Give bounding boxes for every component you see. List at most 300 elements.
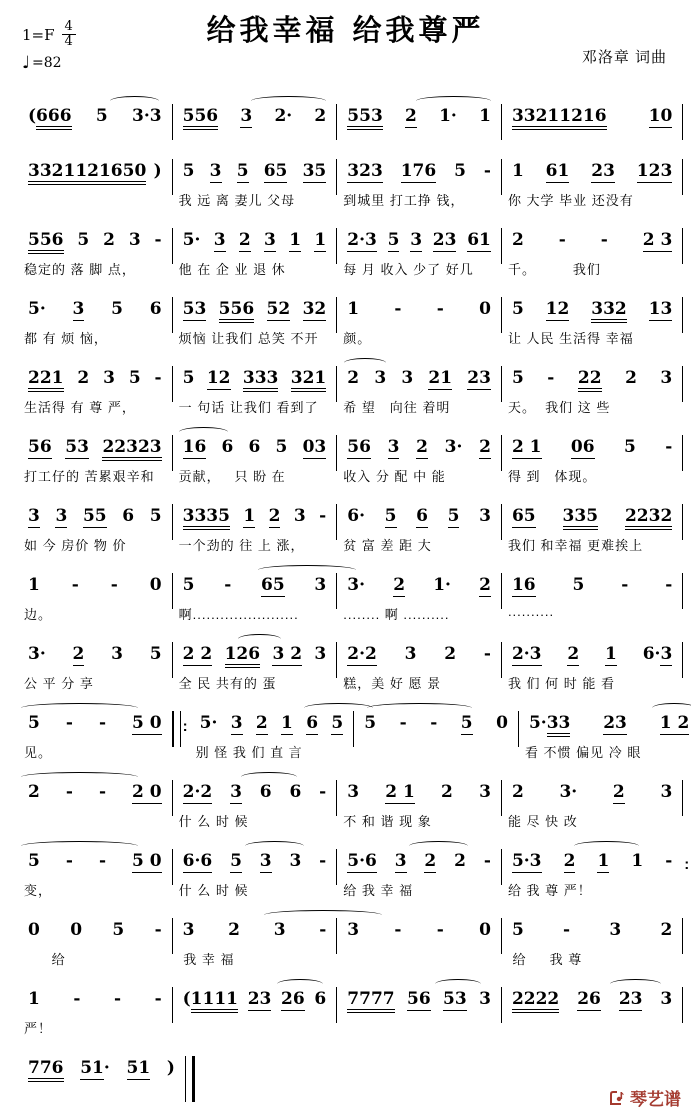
note-token: - — [319, 506, 327, 526]
single-underline-group: 2 — [567, 644, 580, 664]
note-token: - — [319, 782, 327, 802]
notes-row — [173, 989, 337, 1013]
note-token: 2 — [625, 368, 637, 388]
note-token — [613, 782, 625, 802]
slur-arc — [251, 96, 326, 106]
note-token — [660, 713, 690, 733]
lyric-row: 糕，美 好 愿 景 — [343, 676, 442, 691]
note-token: - — [430, 713, 438, 733]
note-token: - — [110, 575, 118, 595]
note-token: 5 — [182, 161, 195, 181]
lyric-row — [18, 811, 172, 830]
notes-row — [502, 230, 682, 254]
notes-row — [337, 230, 501, 254]
measure — [502, 632, 682, 692]
single-underline-group: 1 — [289, 230, 302, 250]
single-underline-group: 3 — [259, 851, 272, 871]
notes-row — [18, 299, 172, 323]
single-underline-group: 3 — [394, 851, 407, 871]
notes-row — [173, 575, 337, 599]
note-token — [65, 437, 89, 457]
single-underline-group: 2 — [416, 437, 428, 457]
measure — [337, 218, 501, 278]
note-token — [314, 230, 326, 250]
note-token: - — [665, 851, 673, 871]
note-token: 6 — [221, 437, 234, 457]
lyric-row: 别 怪 我 们 直 言 — [195, 745, 303, 760]
single-underline-group: 123 — [636, 161, 673, 181]
single-underline-group: 2 — [405, 106, 417, 126]
note-token: - — [547, 368, 555, 388]
music-system-6 — [18, 425, 686, 485]
double-underline-group: 3321121650 — [28, 161, 146, 185]
lyric-row: 不 和 谐 现 象 — [343, 814, 432, 829]
note-token — [479, 575, 491, 595]
lyric-row: 我们 和幸福 更难挨上 — [507, 538, 644, 553]
notes-row — [173, 161, 337, 185]
note-token: - — [399, 713, 407, 733]
notes-row — [502, 368, 682, 392]
slur-arc — [21, 841, 138, 851]
note-token: - — [621, 575, 629, 595]
lyric-row: 贡献， 只 盼 在 — [178, 469, 286, 484]
single-underline-group: 56 — [347, 437, 371, 457]
lyric-row — [337, 1018, 501, 1037]
single-underline-group: 35 — [302, 161, 327, 181]
notes-row — [18, 161, 172, 185]
music-system-7 — [18, 494, 686, 554]
single-underline-group: 5 — [447, 506, 460, 526]
note-token — [395, 851, 407, 871]
single-underline-group: 3 — [230, 782, 242, 802]
measure — [18, 287, 172, 347]
note-token — [132, 851, 162, 871]
quarter-note-icon: ♩ — [22, 52, 31, 73]
measure — [173, 149, 337, 209]
note-token — [183, 782, 213, 802]
barline — [682, 104, 683, 140]
lyric-row: 如 今 房价 物 价 — [24, 538, 127, 553]
lyric-row: .......... — [507, 604, 555, 619]
note-token — [231, 713, 243, 733]
measure — [502, 356, 682, 416]
brand-name: 琴艺谱 — [630, 1090, 681, 1110]
note-token: 1 — [28, 989, 40, 1009]
note-token: 5 — [28, 713, 40, 733]
note-token — [591, 299, 627, 319]
barline — [682, 159, 683, 195]
note-token — [467, 230, 491, 250]
note-token — [512, 106, 607, 126]
notes-row — [190, 713, 354, 737]
lyric-row — [354, 742, 518, 761]
single-underline-group: 2 2 — [182, 644, 213, 664]
note-token — [183, 437, 207, 457]
note-token: - — [65, 782, 73, 802]
measure — [173, 977, 337, 1037]
notes-row — [18, 368, 172, 392]
lyric-row: 什 么 时 候 — [178, 814, 249, 829]
note-token: 5 — [511, 299, 524, 319]
note-token — [210, 161, 222, 181]
single-underline-group: 16 — [511, 575, 536, 595]
measure — [18, 1046, 185, 1102]
lyric-row: 都 有 烦 恼， — [24, 331, 108, 346]
single-underline-group: 51 — [126, 1058, 151, 1078]
lyric-row: 给 — [24, 952, 66, 967]
note-token: 2 — [441, 782, 453, 802]
notes-row — [502, 920, 682, 944]
note-token: 3 — [609, 920, 622, 940]
note-token — [643, 230, 673, 250]
note-token — [28, 506, 40, 526]
note-token — [410, 230, 422, 250]
note-token: 2 — [28, 782, 40, 802]
notes-row — [173, 230, 337, 254]
single-underline-group: 23 — [591, 161, 615, 181]
measure — [337, 149, 501, 209]
single-underline-group: 16 — [182, 437, 207, 457]
notes-row — [18, 644, 172, 668]
double-underline-group: 335 — [563, 506, 599, 530]
note-token — [291, 368, 327, 388]
music-system-12 — [18, 839, 686, 899]
measure — [502, 149, 682, 209]
note-token: 3 — [374, 368, 387, 388]
single-underline-group: 61 — [467, 230, 491, 250]
note-token — [28, 161, 146, 181]
note-token: 5 — [28, 851, 40, 871]
single-underline-group: 10 — [648, 106, 673, 126]
composer-credit: 邓洛章 词曲 — [581, 49, 667, 66]
measure — [502, 563, 682, 623]
single-underline-group: 5 0 — [132, 713, 162, 733]
measure — [337, 94, 501, 140]
note-token: 1· — [439, 106, 457, 126]
single-underline-group: 5 — [230, 851, 242, 871]
measure — [18, 356, 172, 416]
note-token — [73, 299, 85, 319]
single-underline-group: 323 — [347, 161, 383, 181]
notes-row — [18, 713, 172, 737]
slur-arc — [367, 703, 472, 713]
lyric-row: 得 到 体现。 — [507, 469, 597, 484]
note-token: 51· — [80, 1058, 110, 1078]
note-token: ) — [166, 1058, 175, 1078]
note-token: 6 — [149, 299, 162, 319]
note-token — [219, 299, 255, 319]
single-underline-group: 13 — [648, 299, 673, 319]
measure — [337, 839, 501, 899]
brand-logo-icon — [607, 1088, 627, 1108]
lyric-row: 给 我 尊 严！ — [507, 883, 592, 898]
single-underline-group: 1 — [243, 506, 256, 526]
single-underline-group: 5 — [331, 713, 344, 733]
note-token: 5 — [275, 437, 288, 457]
notes-row — [337, 437, 501, 461]
double-underline-group: 556 — [219, 299, 255, 323]
note-token: 2 — [511, 782, 524, 802]
note-token: 2 — [347, 368, 360, 388]
single-underline-group: 5 — [236, 161, 249, 181]
note-token — [424, 851, 436, 871]
measure — [173, 94, 337, 140]
note-token: - — [98, 713, 106, 733]
note-token: - — [65, 713, 73, 733]
single-underline-group: 3 — [387, 437, 400, 457]
single-underline-group: 3 — [55, 506, 68, 526]
note-token — [230, 851, 242, 871]
double-underline-group: 556 — [28, 230, 64, 254]
single-underline-group: 2·3 — [347, 230, 377, 250]
single-underline-group: 23 — [603, 713, 627, 733]
notes-row — [337, 644, 501, 668]
note-token — [183, 106, 219, 126]
note-token: - — [65, 851, 73, 871]
single-underline-group: 2 — [479, 575, 491, 595]
notes-row — [18, 575, 172, 599]
single-underline-group: 5·3 — [511, 851, 542, 871]
note-token: - — [98, 851, 106, 871]
note-token: 2· — [274, 106, 293, 126]
measure — [18, 908, 172, 968]
lyric-row: 公 平 分 享 — [24, 676, 94, 691]
double-underline-group: 2222 — [512, 989, 559, 1013]
single-underline-group: 3 — [660, 644, 673, 664]
single-underline-group: 2 — [393, 575, 406, 595]
notes-row — [173, 368, 337, 392]
single-underline-group: 51 — [80, 1058, 104, 1078]
note-token: - — [600, 230, 608, 250]
note-token — [289, 230, 301, 250]
notes-row — [18, 782, 172, 806]
note-token — [272, 644, 302, 664]
note-token — [331, 713, 343, 733]
single-underline-group: 3 — [264, 230, 276, 250]
tempo-value: =82 — [32, 54, 62, 71]
note-token — [256, 713, 268, 733]
measure — [337, 356, 501, 416]
single-underline-group: 2 0 — [132, 782, 162, 802]
note-token — [306, 713, 318, 733]
note-token: 3 — [314, 644, 327, 664]
note-token — [347, 989, 394, 1009]
barline — [682, 228, 683, 264]
single-underline-group: 2·3 — [511, 644, 542, 664]
single-underline-group: 2 — [479, 437, 491, 457]
notes-row — [502, 851, 682, 875]
note-token — [55, 506, 67, 526]
note-token: 2 — [444, 644, 457, 664]
note-token — [563, 506, 599, 526]
slur-arc — [652, 703, 691, 713]
measure — [337, 632, 501, 692]
lyric-row: 一个劲的 往 上 涨， — [178, 538, 305, 553]
note-token — [512, 851, 542, 871]
note-token: 3 — [347, 782, 360, 802]
measure — [18, 218, 172, 278]
note-token: 5· — [182, 230, 201, 250]
note-token — [183, 851, 213, 871]
slur-arc — [344, 358, 387, 368]
double-underline-group: 666 — [36, 106, 72, 130]
measure — [190, 701, 354, 761]
slur-arc — [21, 703, 138, 713]
note-token: - — [563, 920, 571, 940]
note-token: 1 — [631, 851, 644, 871]
note-token — [230, 782, 242, 802]
music-system-10 — [18, 701, 690, 761]
notes-row — [519, 713, 691, 737]
single-underline-group: 23 — [432, 230, 457, 250]
single-underline-group: 6 — [306, 713, 319, 733]
note-token: 3· — [444, 437, 463, 457]
measure — [337, 287, 501, 347]
single-underline-group: 65 — [261, 575, 285, 595]
note-token: - — [558, 230, 566, 250]
lyric-row: 严！ — [24, 1021, 53, 1036]
note-token — [405, 106, 417, 126]
lyric-row: 天。 我们 这 些 — [507, 400, 611, 415]
lyric-row: 啊....................... — [178, 607, 299, 622]
single-underline-group: 3 — [230, 713, 243, 733]
note-token: - — [394, 920, 402, 940]
music-system-9 — [18, 632, 686, 692]
note-token — [407, 989, 431, 1009]
measure — [18, 94, 172, 140]
note-token: 2 — [454, 851, 466, 871]
lyric-row: ........ 啊 .......... — [343, 607, 450, 622]
notes-row — [18, 851, 172, 875]
barline — [682, 366, 683, 402]
single-underline-group: 176 — [400, 161, 437, 181]
lyric-row: 稳定的 落 脚 点， — [24, 262, 136, 277]
single-underline-group: 2·2 — [182, 782, 213, 802]
note-token — [28, 230, 64, 250]
notes-row — [502, 575, 682, 599]
music-system-3 — [18, 218, 686, 278]
note-token — [347, 230, 377, 250]
score-header — [0, 0, 691, 92]
note-token: 3 — [479, 989, 491, 1009]
single-underline-group: 26 — [281, 989, 305, 1009]
note-token: - — [71, 575, 79, 595]
notes-row — [337, 506, 501, 530]
double-underline-group: 22 — [578, 368, 602, 392]
note-token — [102, 437, 161, 457]
single-underline-group: 1 — [605, 644, 617, 664]
measure — [502, 839, 682, 899]
note-token: 5 — [112, 920, 125, 940]
note-token — [385, 506, 397, 526]
note-token: 5· — [28, 299, 46, 319]
note-token: 3· — [28, 644, 46, 664]
notes-row — [337, 575, 501, 599]
note-token: 5· — [199, 713, 218, 733]
note-token — [512, 989, 559, 1009]
measure — [173, 356, 337, 416]
slur-arc — [110, 96, 159, 106]
note-token — [393, 575, 405, 595]
note-token — [603, 713, 627, 733]
lyric-row: 看 不惯 偏见 冷 眼 — [524, 745, 642, 760]
lyric-row: 给 我 尊 — [507, 952, 583, 967]
single-underline-group: 5 — [387, 230, 400, 250]
measure — [337, 770, 501, 830]
note-token — [388, 437, 400, 457]
notes-row — [337, 851, 501, 875]
double-underline-group: 221 — [28, 368, 64, 392]
lyric-row: 我 幸 福 — [178, 952, 235, 967]
note-token: - — [98, 782, 106, 802]
note-token — [461, 713, 473, 733]
note-token — [303, 437, 327, 457]
note-token: - — [483, 851, 491, 871]
note-token: 3· — [347, 575, 366, 595]
single-underline-group: 2 3 — [642, 230, 673, 250]
lyric-row: 变， — [24, 883, 53, 898]
note-token — [83, 506, 107, 526]
note-token: 1 — [511, 161, 524, 181]
measure — [337, 977, 501, 1037]
note-token: - — [319, 851, 327, 871]
note-token — [388, 230, 400, 250]
note-token — [207, 368, 231, 388]
notes-row — [502, 437, 682, 461]
note-token: 0 — [496, 713, 508, 733]
note-token: - — [154, 920, 162, 940]
note-token: 5 — [77, 230, 90, 250]
note-token — [591, 161, 615, 181]
notes-row — [173, 437, 337, 461]
note-token — [578, 368, 602, 388]
note-token: - — [154, 368, 162, 388]
lyric-row: 贫 富 差 距 大 — [343, 538, 432, 553]
note-token — [347, 437, 371, 457]
note-token: 5 — [623, 437, 636, 457]
measure — [18, 425, 172, 485]
note-token: - — [73, 989, 81, 1009]
double-underline-group: 776 — [28, 1058, 64, 1082]
measure — [18, 632, 172, 692]
note-token — [512, 644, 542, 664]
note-token: 2 — [314, 106, 327, 126]
single-underline-group: 2 — [612, 782, 625, 802]
lyric-row: 他 在 企 业 退 休 — [178, 262, 286, 277]
lyric-row: 什 么 时 候 — [178, 883, 249, 898]
lyric-row: 烦恼 让我们 总笑 不开 — [178, 331, 319, 346]
single-underline-group: 6 — [416, 506, 428, 526]
single-underline-group: 3 — [410, 230, 423, 250]
note-token: 3 — [289, 851, 302, 871]
time-signature: $\frac{4}{4}$ — [62, 20, 76, 50]
notes-row — [18, 920, 172, 944]
note-token — [347, 161, 383, 181]
note-token — [347, 851, 377, 871]
single-underline-group: 53 — [443, 989, 467, 1009]
note-token: 6 — [248, 437, 261, 457]
double-underline-group: 321 — [291, 368, 327, 392]
measure — [18, 149, 172, 209]
single-underline-group: 5 — [460, 713, 473, 733]
tempo-marking — [22, 53, 76, 73]
note-token — [512, 575, 536, 595]
notes-row — [502, 644, 682, 668]
lyric-row — [173, 1018, 337, 1037]
note-token — [248, 989, 272, 1009]
note-token: 3 — [314, 575, 327, 595]
note-token: 3·3 — [132, 106, 162, 126]
